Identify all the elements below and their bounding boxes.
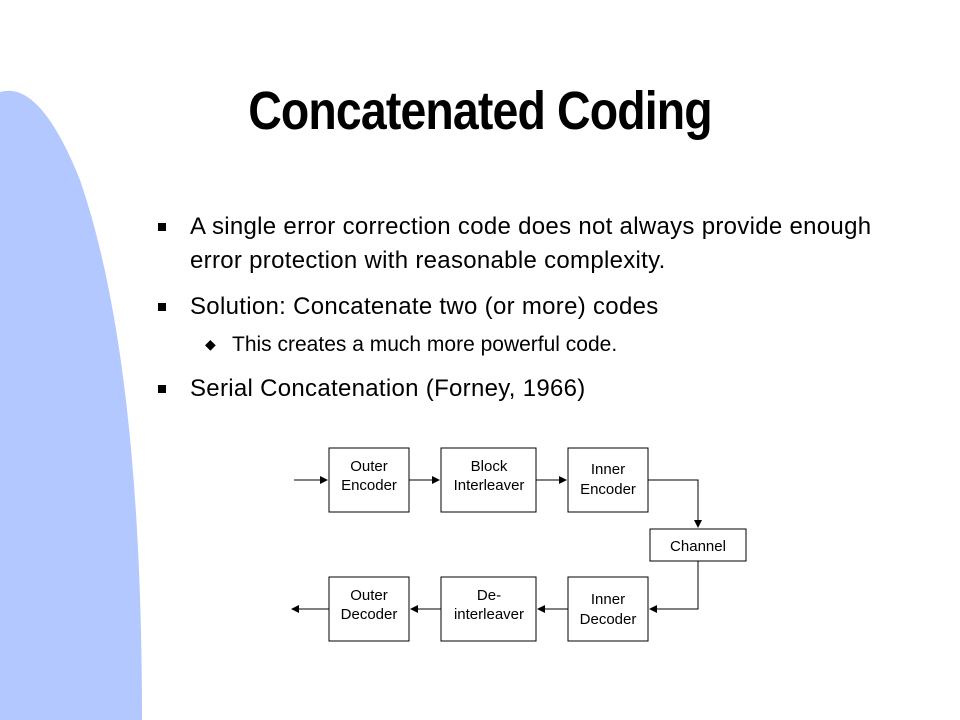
box-label: Decoder — [340, 606, 398, 623]
channel-box — [650, 529, 746, 561]
diamond-bullet-icon: ◆ — [205, 336, 216, 352]
deinterleaver-box — [441, 577, 536, 641]
box-label: interleaver — [453, 606, 525, 623]
sub-bullet-text: This creates a much more powerful code. — [232, 333, 618, 356]
box-label: Outer — [350, 458, 388, 475]
box-label: Outer — [350, 587, 388, 604]
box-label: De- — [476, 587, 502, 604]
box-label: Decoder — [579, 611, 637, 628]
bullet-text: Serial Concatenation (Forney, 1966) — [190, 375, 586, 402]
outer-decoder-box — [329, 577, 409, 641]
encoder-to-channel-arrow — [648, 480, 698, 527]
box-label: Inner — [590, 591, 626, 608]
inner-decoder-box — [568, 577, 648, 641]
box-label: Interleaver — [453, 477, 525, 494]
outer-encoder-box — [329, 448, 409, 512]
box-label: Encoder — [580, 481, 636, 498]
bullet-text: A single error correction code does not always provide enough error protection with reasonable complexity. — [190, 213, 872, 274]
channel-to-decoder-arrow — [650, 561, 698, 609]
box-label: Block — [470, 458, 508, 475]
box-label: Encoder — [341, 477, 397, 494]
bullet-text: Solution: Concatenate two (or more) codes — [190, 293, 659, 320]
page-title: Concatenated Coding — [248, 81, 712, 141]
inner-encoder-box — [568, 448, 648, 512]
block-interleaver-box — [441, 448, 536, 512]
box-label: Inner — [590, 461, 626, 478]
box-label: Channel — [670, 538, 726, 555]
